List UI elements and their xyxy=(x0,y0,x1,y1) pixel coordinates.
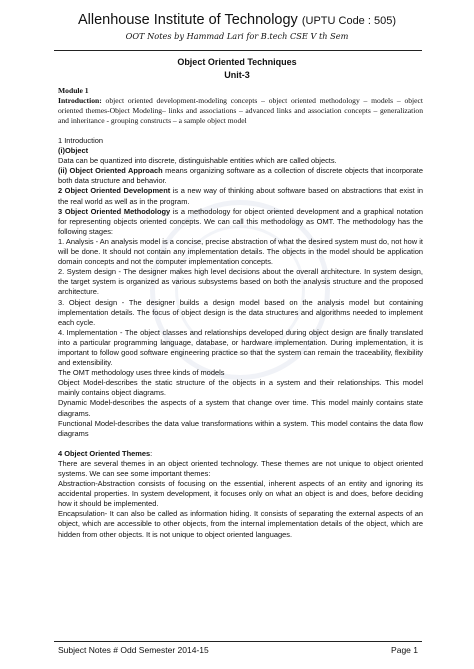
intro-label: Introduction: xyxy=(58,96,102,105)
title-block xyxy=(0,56,474,82)
module-heading: Module 1 xyxy=(58,86,89,95)
object-label: (i)Object xyxy=(58,146,89,156)
object-definition: Data can be quantized into discrete, distinguishable entities which are called objects. xyxy=(58,156,337,166)
object-model-paragraph: Object Model-describes the static structure of the objects in a system and their relationships. This model mainly contains object diagrams. xyxy=(58,378,423,398)
dynamic-model-paragraph: Dynamic Model-describes the aspects of a system that change over time. This model mainly contains state diagrams. xyxy=(58,398,423,418)
footer-rule xyxy=(54,641,422,642)
document-body xyxy=(58,86,423,540)
institute-line xyxy=(0,12,474,28)
document-title: Object Oriented Techniques xyxy=(177,57,297,67)
oo-approach-paragraph: (ii) Object Oriented Approach means organizing software as a collection of discrete objects that incorporate both data structure and behavior. xyxy=(58,166,423,186)
stage-implementation: 4. Implementation - The object classes and relationships developed during object design are finally translated into a particular programming language, database, or hardware implementation. During implementation, it is important to follow good software engineering practice so that the system can remain the traceability, flexibility and extensibility. xyxy=(58,327,423,368)
institute-code: (UPTU Code : 505) xyxy=(301,15,396,27)
section-1-heading: 1 Introduction xyxy=(58,136,104,145)
institute-name: Allenhouse Institute of Technology xyxy=(78,12,298,28)
themes-intro: There are several themes in an object oriented technology. These themes are not unique to object oriented systems. We can see some important themes: xyxy=(58,458,423,478)
footer-page-number: Page 1 xyxy=(391,645,418,655)
omt-models-intro: The OMT methodology uses three kinds of models xyxy=(58,368,225,378)
stage-object-design: 3. Object design - The designer builds a design model based on the analysis model but containing implementation details. The focus of object design is the data structures and algorithms needed to implement each cycle. xyxy=(58,297,423,327)
encapsulation-paragraph: Encapsulation- It can also be called as information hiding. It consists of separating the external aspects of an object, which are accessible to other objects, from the internal implementation details of the object, which are hidden from other objects. It is not unique to object oriented languages. xyxy=(58,509,423,539)
header-rule xyxy=(54,50,422,51)
header-subtitle: OOT Notes by Hammad Lari for B.tech CSE V th Sem xyxy=(125,31,349,41)
stage-analysis: 1. Analysis - An analysis model is a concise, precise abstraction of what the desired system must do, not how it will be done. It should not contain any implementation details. The objects in the model should be application domain concepts and not the computer implementation concepts. xyxy=(58,236,423,267)
intro-text: object oriented development-modeling concepts – object oriented methodology – models – object oriented themes-Object Modeling– links and associations – advanced links and association concepts – generalization and inheritance - grouping constructs – a sample object model xyxy=(58,96,423,125)
introduction-paragraph xyxy=(58,96,423,126)
functional-model-paragraph: Functional Model-describes the data value transformations within a system. This model contains the data flow diagrams xyxy=(58,418,423,438)
oo-approach-label: (ii) Object Oriented Approach xyxy=(58,166,163,176)
oo-methodology-label: 3 Object Oriented Methodology xyxy=(58,206,171,216)
unit-title: Unit-3 xyxy=(224,70,250,80)
page-header xyxy=(0,12,474,41)
footer-subject-notes: Subject Notes # Odd Semester 2014-15 xyxy=(58,645,209,655)
abstraction-paragraph: Abstraction-Abstraction consists of focusing on the essential, inherent aspects of an entity and ignoring its accidental properties. In system development, it focuses only on what an object is and does, before deciding how it should be implemented. xyxy=(58,479,423,509)
oo-development-paragraph: 2 Object Oriented Development is a new way of thinking about software based on abstractions that exist in the real world as well as in the program. xyxy=(58,186,423,206)
oo-methodology-paragraph: 3 Object Oriented Methodology is a methodology for object oriented development and a graphical notation for representing objects oriented concepts. We can call this methodology as OMT. The methodology has the following stages: xyxy=(58,206,423,236)
oo-development-label: 2 Object Oriented Development xyxy=(58,186,171,196)
stage-system-design: 2. System design - The designer makes high level decisions about the overall architecture. In system design, the target system is organized as various subsystems based on both the analysis structure and the proposed architecture. xyxy=(58,267,423,297)
page-footer xyxy=(58,645,418,655)
section-4-heading: 4 Object Oriented Themes: xyxy=(58,448,153,458)
